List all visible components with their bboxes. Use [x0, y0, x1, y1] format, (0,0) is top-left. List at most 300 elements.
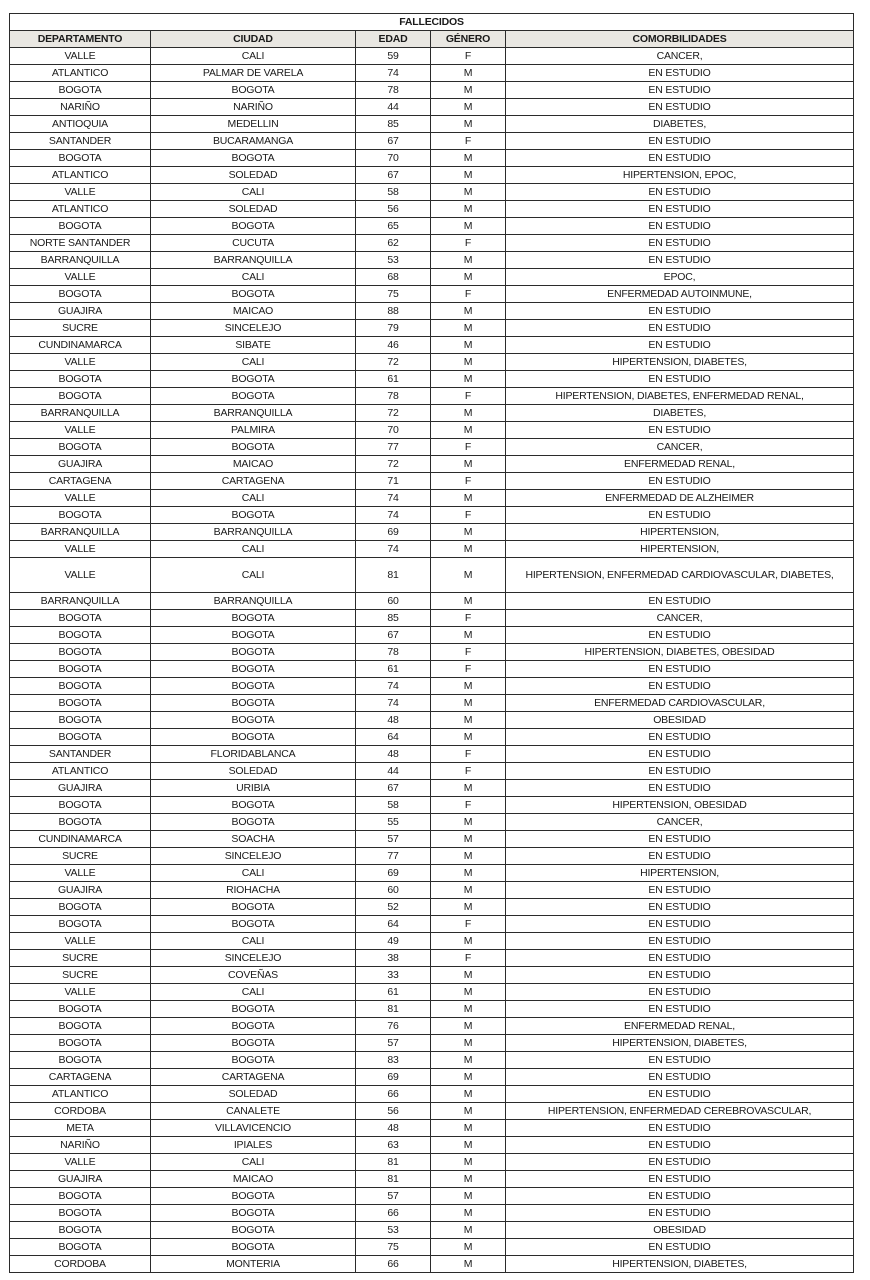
cell-comorbilidades: EN ESTUDIO: [506, 82, 854, 99]
table-title: FALLECIDOS: [10, 14, 854, 31]
cell-edad: 81: [356, 1154, 431, 1171]
cell-ciudad: SIBATE: [151, 337, 356, 354]
cell-comorbilidades: EN ESTUDIO: [506, 184, 854, 201]
table-row: [10, 422, 854, 439]
cell-departamento: BOGOTA: [10, 388, 151, 405]
cell-comorbilidades: EN ESTUDIO: [506, 831, 854, 848]
cell-ciudad: NARIÑO: [151, 99, 356, 116]
cell-edad: 48: [356, 712, 431, 729]
cell-ciudad: BOGOTA: [151, 507, 356, 524]
table-row: [10, 405, 854, 422]
table-row: [10, 320, 854, 337]
cell-edad: 56: [356, 1103, 431, 1120]
cell-ciudad: BOGOTA: [151, 1239, 356, 1256]
table-row: [10, 303, 854, 320]
cell-departamento: BOGOTA: [10, 371, 151, 388]
cell-comorbilidades: EN ESTUDIO: [506, 1069, 854, 1086]
cell-departamento: BOGOTA: [10, 439, 151, 456]
cell-departamento: GUAJIRA: [10, 882, 151, 899]
cell-comorbilidades: EN ESTUDIO: [506, 507, 854, 524]
table-row: [10, 1069, 854, 1086]
cell-departamento: CARTAGENA: [10, 473, 151, 490]
table-row: [10, 712, 854, 729]
cell-edad: 70: [356, 150, 431, 167]
cell-comorbilidades: EN ESTUDIO: [506, 933, 854, 950]
cell-edad: 78: [356, 388, 431, 405]
cell-genero: F: [431, 610, 506, 627]
cell-genero: M: [431, 456, 506, 473]
cell-edad: 60: [356, 593, 431, 610]
cell-genero: M: [431, 1035, 506, 1052]
cell-edad: 48: [356, 746, 431, 763]
cell-genero: M: [431, 984, 506, 1001]
cell-edad: 62: [356, 235, 431, 252]
cell-ciudad: BOGOTA: [151, 627, 356, 644]
cell-genero: M: [431, 831, 506, 848]
cell-departamento: BOGOTA: [10, 1001, 151, 1018]
cell-departamento: BOGOTA: [10, 1018, 151, 1035]
cell-departamento: GUAJIRA: [10, 303, 151, 320]
cell-comorbilidades: HIPERTENSION, EPOC,: [506, 167, 854, 184]
cell-ciudad: BUCARAMANGA: [151, 133, 356, 150]
cell-comorbilidades: EN ESTUDIO: [506, 1239, 854, 1256]
table-row: [10, 780, 854, 797]
cell-ciudad: CALI: [151, 933, 356, 950]
table-row: [10, 116, 854, 133]
cell-ciudad: CALI: [151, 490, 356, 507]
table-row: [10, 524, 854, 541]
cell-departamento: CORDOBA: [10, 1256, 151, 1273]
cell-genero: M: [431, 695, 506, 712]
cell-ciudad: CALI: [151, 354, 356, 371]
cell-edad: 67: [356, 167, 431, 184]
cell-edad: 61: [356, 984, 431, 1001]
cell-comorbilidades: EN ESTUDIO: [506, 201, 854, 218]
cell-edad: 72: [356, 405, 431, 422]
cell-comorbilidades: EN ESTUDIO: [506, 1154, 854, 1171]
cell-comorbilidades: ENFERMEDAD DE ALZHEIMER: [506, 490, 854, 507]
table-row: [10, 950, 854, 967]
cell-departamento: BOGOTA: [10, 610, 151, 627]
cell-comorbilidades: EN ESTUDIO: [506, 746, 854, 763]
cell-edad: 69: [356, 1069, 431, 1086]
cell-departamento: BOGOTA: [10, 899, 151, 916]
table-row: [10, 1137, 854, 1154]
cell-genero: M: [431, 729, 506, 746]
cell-edad: 61: [356, 661, 431, 678]
cell-genero: M: [431, 354, 506, 371]
cell-ciudad: BARRANQUILLA: [151, 524, 356, 541]
cell-ciudad: CALI: [151, 48, 356, 65]
cell-edad: 81: [356, 1171, 431, 1188]
cell-genero: M: [431, 252, 506, 269]
cell-genero: M: [431, 1069, 506, 1086]
cell-genero: M: [431, 1188, 506, 1205]
cell-genero: F: [431, 286, 506, 303]
cell-departamento: VALLE: [10, 984, 151, 1001]
cell-edad: 71: [356, 473, 431, 490]
cell-genero: M: [431, 167, 506, 184]
cell-ciudad: SOLEDAD: [151, 1086, 356, 1103]
cell-ciudad: BOGOTA: [151, 1001, 356, 1018]
table-row: [10, 661, 854, 678]
table-row: [10, 729, 854, 746]
cell-genero: M: [431, 269, 506, 286]
cell-departamento: CORDOBA: [10, 1103, 151, 1120]
cell-edad: 67: [356, 133, 431, 150]
cell-departamento: BOGOTA: [10, 797, 151, 814]
cell-genero: M: [431, 1239, 506, 1256]
cell-genero: M: [431, 780, 506, 797]
cell-comorbilidades: CANCER,: [506, 814, 854, 831]
cell-ciudad: BOGOTA: [151, 371, 356, 388]
cell-departamento: VALLE: [10, 541, 151, 558]
cell-departamento: BOGOTA: [10, 1035, 151, 1052]
cell-ciudad: CANALETE: [151, 1103, 356, 1120]
cell-genero: M: [431, 116, 506, 133]
cell-ciudad: BARRANQUILLA: [151, 593, 356, 610]
cell-comorbilidades: EN ESTUDIO: [506, 1137, 854, 1154]
cell-edad: 64: [356, 729, 431, 746]
cell-comorbilidades: EN ESTUDIO: [506, 984, 854, 1001]
cell-ciudad: SINCELEJO: [151, 320, 356, 337]
cell-comorbilidades: ENFERMEDAD CARDIOVASCULAR,: [506, 695, 854, 712]
table-row: [10, 354, 854, 371]
cell-comorbilidades: EN ESTUDIO: [506, 780, 854, 797]
cell-edad: 67: [356, 627, 431, 644]
cell-ciudad: BOGOTA: [151, 218, 356, 235]
cell-edad: 74: [356, 695, 431, 712]
cell-genero: M: [431, 899, 506, 916]
cell-departamento: BOGOTA: [10, 1239, 151, 1256]
cell-comorbilidades: DIABETES,: [506, 405, 854, 422]
table-row: [10, 933, 854, 950]
cell-departamento: BOGOTA: [10, 916, 151, 933]
cell-comorbilidades: EN ESTUDIO: [506, 422, 854, 439]
cell-edad: 57: [356, 1035, 431, 1052]
table-row: [10, 1001, 854, 1018]
cell-comorbilidades: DIABETES,: [506, 116, 854, 133]
header-row: [10, 31, 854, 48]
cell-edad: 75: [356, 1239, 431, 1256]
cell-comorbilidades: EN ESTUDIO: [506, 763, 854, 780]
cell-edad: 72: [356, 456, 431, 473]
cell-ciudad: BOGOTA: [151, 1018, 356, 1035]
cell-departamento: BARRANQUILLA: [10, 524, 151, 541]
cell-edad: 66: [356, 1205, 431, 1222]
cell-comorbilidades: HIPERTENSION, DIABETES,: [506, 354, 854, 371]
cell-genero: M: [431, 82, 506, 99]
cell-departamento: ATLANTICO: [10, 201, 151, 218]
cell-genero: M: [431, 1018, 506, 1035]
cell-ciudad: SOLEDAD: [151, 763, 356, 780]
cell-genero: M: [431, 405, 506, 422]
cell-genero: F: [431, 644, 506, 661]
table-row: [10, 201, 854, 218]
cell-edad: 67: [356, 780, 431, 797]
cell-ciudad: CALI: [151, 1154, 356, 1171]
cell-comorbilidades: HIPERTENSION,: [506, 541, 854, 558]
cell-comorbilidades: HIPERTENSION, DIABETES,: [506, 1035, 854, 1052]
cell-ciudad: CARTAGENA: [151, 1069, 356, 1086]
table-row: [10, 1171, 854, 1188]
table-row: [10, 490, 854, 507]
cell-comorbilidades: EN ESTUDIO: [506, 150, 854, 167]
cell-ciudad: BOGOTA: [151, 814, 356, 831]
cell-departamento: VALLE: [10, 490, 151, 507]
cell-edad: 64: [356, 916, 431, 933]
cell-ciudad: URIBIA: [151, 780, 356, 797]
cell-comorbilidades: EN ESTUDIO: [506, 627, 854, 644]
cell-ciudad: BOGOTA: [151, 916, 356, 933]
cell-comorbilidades: EN ESTUDIO: [506, 252, 854, 269]
cell-edad: 56: [356, 201, 431, 218]
cell-comorbilidades: HIPERTENSION,: [506, 524, 854, 541]
cell-genero: M: [431, 933, 506, 950]
table-row: [10, 184, 854, 201]
table-row: [10, 167, 854, 184]
cell-genero: M: [431, 865, 506, 882]
cell-comorbilidades: HIPERTENSION, DIABETES, ENFERMEDAD RENAL,: [506, 388, 854, 405]
cell-comorbilidades: CANCER,: [506, 439, 854, 456]
cell-genero: F: [431, 133, 506, 150]
cell-ciudad: BARRANQUILLA: [151, 405, 356, 422]
cell-genero: M: [431, 967, 506, 984]
cell-edad: 75: [356, 286, 431, 303]
cell-comorbilidades: EN ESTUDIO: [506, 320, 854, 337]
table-row: [10, 1222, 854, 1239]
cell-edad: 53: [356, 1222, 431, 1239]
cell-ciudad: BOGOTA: [151, 286, 356, 303]
cell-edad: 57: [356, 1188, 431, 1205]
table-row: [10, 1120, 854, 1137]
table-row: [10, 1052, 854, 1069]
cell-comorbilidades: HIPERTENSION, DIABETES, OBESIDAD: [506, 644, 854, 661]
cell-edad: 58: [356, 184, 431, 201]
cell-genero: M: [431, 558, 506, 593]
cell-edad: 52: [356, 899, 431, 916]
cell-comorbilidades: EN ESTUDIO: [506, 1171, 854, 1188]
cell-ciudad: FLORIDABLANCA: [151, 746, 356, 763]
cell-comorbilidades: CANCER,: [506, 610, 854, 627]
cell-departamento: BOGOTA: [10, 1222, 151, 1239]
table-row: [10, 456, 854, 473]
cell-comorbilidades: EN ESTUDIO: [506, 950, 854, 967]
cell-departamento: BOGOTA: [10, 218, 151, 235]
cell-departamento: GUAJIRA: [10, 1171, 151, 1188]
cell-departamento: VALLE: [10, 48, 151, 65]
cell-ciudad: MEDELLIN: [151, 116, 356, 133]
cell-departamento: BOGOTA: [10, 661, 151, 678]
table-row: [10, 507, 854, 524]
table-row: [10, 1256, 854, 1273]
cell-genero: M: [431, 1052, 506, 1069]
cell-ciudad: PALMIRA: [151, 422, 356, 439]
cell-departamento: ATLANTICO: [10, 65, 151, 82]
cell-edad: 83: [356, 1052, 431, 1069]
cell-edad: 74: [356, 490, 431, 507]
cell-edad: 88: [356, 303, 431, 320]
table-row: [10, 831, 854, 848]
cell-genero: M: [431, 65, 506, 82]
cell-ciudad: CALI: [151, 558, 356, 593]
cell-edad: 61: [356, 371, 431, 388]
cell-genero: F: [431, 473, 506, 490]
cell-genero: F: [431, 763, 506, 780]
cell-departamento: BOGOTA: [10, 712, 151, 729]
cell-ciudad: SINCELEJO: [151, 950, 356, 967]
cell-genero: M: [431, 218, 506, 235]
cell-ciudad: BOGOTA: [151, 1205, 356, 1222]
cell-ciudad: BOGOTA: [151, 797, 356, 814]
cell-comorbilidades: EN ESTUDIO: [506, 729, 854, 746]
cell-edad: 77: [356, 848, 431, 865]
table-row: [10, 269, 854, 286]
cell-edad: 81: [356, 1001, 431, 1018]
cell-comorbilidades: EN ESTUDIO: [506, 99, 854, 116]
cell-departamento: BOGOTA: [10, 507, 151, 524]
cell-departamento: CARTAGENA: [10, 1069, 151, 1086]
cell-edad: 60: [356, 882, 431, 899]
cell-departamento: ATLANTICO: [10, 167, 151, 184]
cell-genero: M: [431, 593, 506, 610]
cell-departamento: BARRANQUILLA: [10, 252, 151, 269]
cell-edad: 69: [356, 865, 431, 882]
cell-edad: 74: [356, 541, 431, 558]
cell-edad: 48: [356, 1120, 431, 1137]
cell-edad: 85: [356, 116, 431, 133]
cell-genero: M: [431, 712, 506, 729]
cell-departamento: VALLE: [10, 422, 151, 439]
table-row: [10, 1035, 854, 1052]
cell-departamento: BOGOTA: [10, 1205, 151, 1222]
table-row: [10, 99, 854, 116]
table-row: [10, 150, 854, 167]
table-row: [10, 286, 854, 303]
cell-edad: 78: [356, 82, 431, 99]
fallecidos-table: [9, 13, 854, 1273]
cell-ciudad: COVEÑAS: [151, 967, 356, 984]
cell-departamento: VALLE: [10, 1154, 151, 1171]
table-row: [10, 967, 854, 984]
cell-ciudad: IPIALES: [151, 1137, 356, 1154]
cell-departamento: NORTE SANTANDER: [10, 235, 151, 252]
cell-genero: M: [431, 1171, 506, 1188]
column-header-ciudad: CIUDAD: [151, 31, 356, 48]
table-row: [10, 337, 854, 354]
cell-departamento: BARRANQUILLA: [10, 593, 151, 610]
cell-genero: F: [431, 746, 506, 763]
cell-ciudad: BOGOTA: [151, 1188, 356, 1205]
cell-comorbilidades: EN ESTUDIO: [506, 661, 854, 678]
cell-edad: 81: [356, 558, 431, 593]
cell-ciudad: MONTERIA: [151, 1256, 356, 1273]
cell-edad: 72: [356, 354, 431, 371]
cell-edad: 74: [356, 507, 431, 524]
cell-ciudad: SOLEDAD: [151, 201, 356, 218]
cell-edad: 57: [356, 831, 431, 848]
cell-departamento: META: [10, 1120, 151, 1137]
cell-departamento: BOGOTA: [10, 695, 151, 712]
cell-edad: 65: [356, 218, 431, 235]
cell-departamento: BOGOTA: [10, 729, 151, 746]
cell-genero: M: [431, 524, 506, 541]
cell-genero: M: [431, 371, 506, 388]
cell-ciudad: MAICAO: [151, 456, 356, 473]
cell-comorbilidades: HIPERTENSION, OBESIDAD: [506, 797, 854, 814]
cell-ciudad: BOGOTA: [151, 661, 356, 678]
table-row: [10, 763, 854, 780]
table-row: [10, 1188, 854, 1205]
cell-comorbilidades: HIPERTENSION,: [506, 865, 854, 882]
cell-comorbilidades: EN ESTUDIO: [506, 473, 854, 490]
cell-genero: F: [431, 916, 506, 933]
cell-genero: M: [431, 1256, 506, 1273]
cell-genero: M: [431, 422, 506, 439]
table-row: [10, 218, 854, 235]
cell-departamento: SUCRE: [10, 320, 151, 337]
cell-comorbilidades: EN ESTUDIO: [506, 1086, 854, 1103]
cell-comorbilidades: EN ESTUDIO: [506, 916, 854, 933]
cell-departamento: SANTANDER: [10, 746, 151, 763]
cell-edad: 68: [356, 269, 431, 286]
cell-comorbilidades: EN ESTUDIO: [506, 1120, 854, 1137]
cell-departamento: ATLANTICO: [10, 1086, 151, 1103]
cell-ciudad: BOGOTA: [151, 695, 356, 712]
table-row: [10, 1239, 854, 1256]
cell-edad: 74: [356, 678, 431, 695]
cell-edad: 59: [356, 48, 431, 65]
table-row: [10, 439, 854, 456]
cell-genero: M: [431, 1205, 506, 1222]
cell-genero: M: [431, 1086, 506, 1103]
cell-edad: 77: [356, 439, 431, 456]
cell-comorbilidades: HIPERTENSION, ENFERMEDAD CARDIOVASCULAR, DIABETES,: [506, 558, 854, 593]
table-row: [10, 882, 854, 899]
cell-comorbilidades: EN ESTUDIO: [506, 371, 854, 388]
cell-comorbilidades: EN ESTUDIO: [506, 899, 854, 916]
cell-genero: F: [431, 439, 506, 456]
table-row: [10, 848, 854, 865]
cell-genero: M: [431, 303, 506, 320]
cell-comorbilidades: EN ESTUDIO: [506, 848, 854, 865]
cell-ciudad: MAICAO: [151, 1171, 356, 1188]
table-row: [10, 695, 854, 712]
cell-ciudad: BOGOTA: [151, 439, 356, 456]
table-row: [10, 627, 854, 644]
table-row: [10, 984, 854, 1001]
cell-edad: 46: [356, 337, 431, 354]
cell-comorbilidades: EN ESTUDIO: [506, 882, 854, 899]
cell-genero: F: [431, 507, 506, 524]
cell-comorbilidades: EN ESTUDIO: [506, 593, 854, 610]
cell-genero: M: [431, 848, 506, 865]
cell-ciudad: CALI: [151, 269, 356, 286]
cell-departamento: GUAJIRA: [10, 456, 151, 473]
cell-ciudad: CALI: [151, 184, 356, 201]
cell-comorbilidades: ENFERMEDAD RENAL,: [506, 456, 854, 473]
cell-comorbilidades: HIPERTENSION, ENFERMEDAD CEREBROVASCULAR,: [506, 1103, 854, 1120]
cell-genero: F: [431, 388, 506, 405]
table-row: [10, 797, 854, 814]
cell-genero: F: [431, 661, 506, 678]
cell-ciudad: BOGOTA: [151, 644, 356, 661]
cell-edad: 63: [356, 1137, 431, 1154]
cell-departamento: VALLE: [10, 354, 151, 371]
cell-departamento: BOGOTA: [10, 644, 151, 661]
cell-comorbilidades: EN ESTUDIO: [506, 65, 854, 82]
table-row: [10, 541, 854, 558]
